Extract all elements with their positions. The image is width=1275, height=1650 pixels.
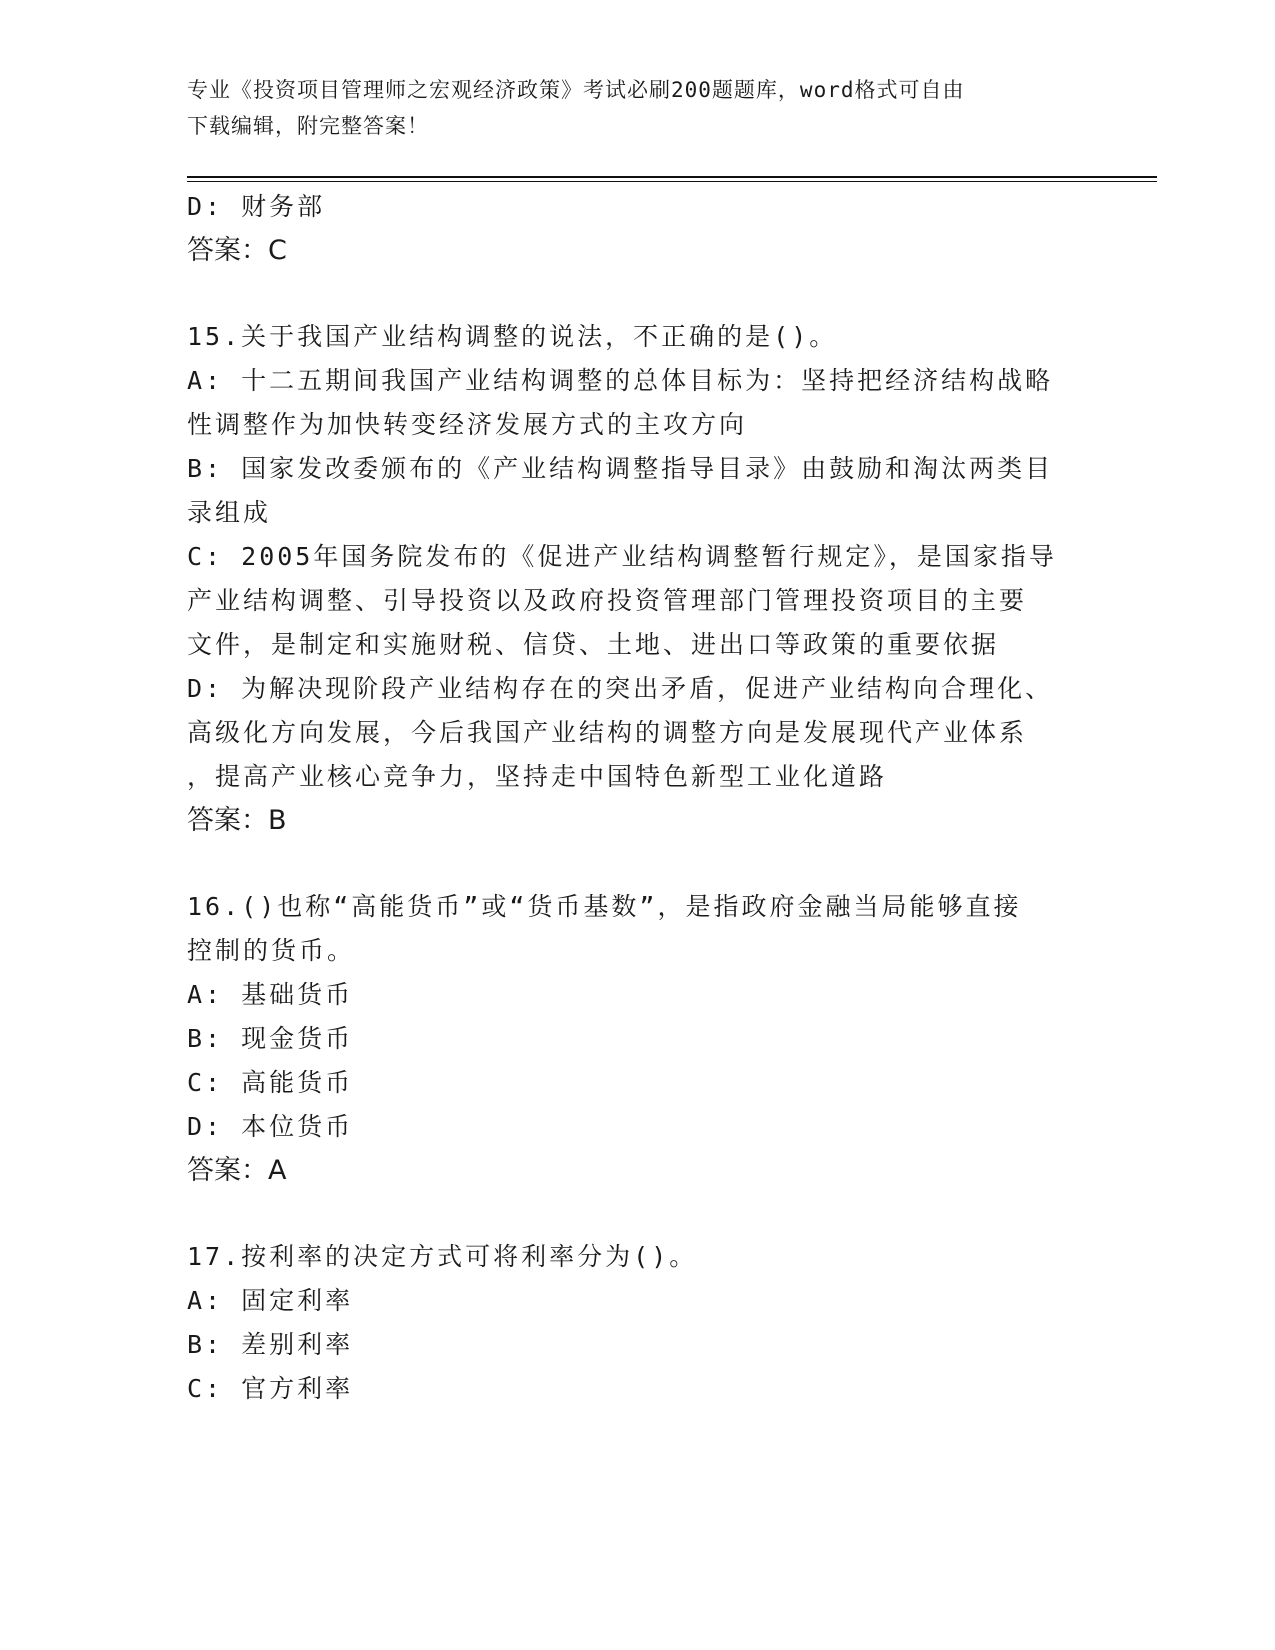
q14-option-d: D: 财务部	[187, 192, 326, 221]
q15-option-d-line-3: ，提高产业核心竞争力，坚持走中国特色新型工业化道路	[187, 762, 888, 791]
q15-option-a-line-2: 性调整作为加快转变经济发展方式的主攻方向	[187, 410, 748, 439]
q17-stem: 17.按利率的决定方式可将利率分为()。	[187, 1242, 698, 1271]
q15-option-c-line-2: 产业结构调整、引导投资以及政府投资管理部门管理投资项目的主要	[187, 586, 1028, 615]
header-divider-thin	[187, 181, 1157, 182]
header-divider-thick	[187, 176, 1157, 178]
q15-option-d-line-1: D: 为解决现阶段产业结构存在的突出矛盾，促进产业结构向合理化、	[187, 674, 1054, 703]
header-line-1: 专业《投资项目管理师之宏观经济政策》考试必刷200题题库，word格式可自由	[187, 78, 965, 102]
q14-answer: 答案：C	[187, 235, 287, 266]
q16-option-d: D: 本位货币	[187, 1112, 354, 1141]
header-line-2: 下载编辑，附完整答案！	[187, 114, 429, 138]
q15-option-b-line-2: 录组成	[187, 498, 272, 527]
q16-answer: 答案：A	[187, 1155, 287, 1186]
q17-option-a: A: 固定利率	[187, 1286, 354, 1315]
q15-option-c-line-3: 文件，是制定和实施财税、信贷、土地、进出口等政策的重要依据	[187, 630, 1000, 659]
q16-stem-line-1: 16.()也称“高能货币”或“货币基数”，是指政府金融当局能够直接	[187, 892, 1022, 921]
q17-option-b: B: 差别利率	[187, 1330, 354, 1359]
q15-answer: 答案：B	[187, 805, 287, 836]
document-header	[187, 72, 1087, 144]
q15-option-c-line-1: C: 2005年国务院发布的《促进产业结构调整暂行规定》，是国家指导	[187, 542, 1057, 571]
q16-option-b: B: 现金货币	[187, 1024, 354, 1053]
q15-option-b-line-1: B: 国家发改委颁布的《产业结构调整指导目录》由鼓励和淘汰两类目	[187, 454, 1054, 483]
q15-stem: 15.关于我国产业结构调整的说法，不正确的是()。	[187, 322, 838, 351]
q16-option-c: C: 高能货币	[187, 1068, 354, 1097]
q17-option-c: C: 官方利率	[187, 1374, 354, 1403]
q16-option-a: A: 基础货币	[187, 980, 354, 1009]
q15-option-d-line-2: 高级化方向发展，今后我国产业结构的调整方向是发展现代产业体系	[187, 718, 1028, 747]
q15-option-a-line-1: A: 十二五期间我国产业结构调整的总体目标为：坚持把经济结构战略	[187, 366, 1054, 395]
q16-stem-line-2: 控制的货币。	[187, 936, 356, 965]
